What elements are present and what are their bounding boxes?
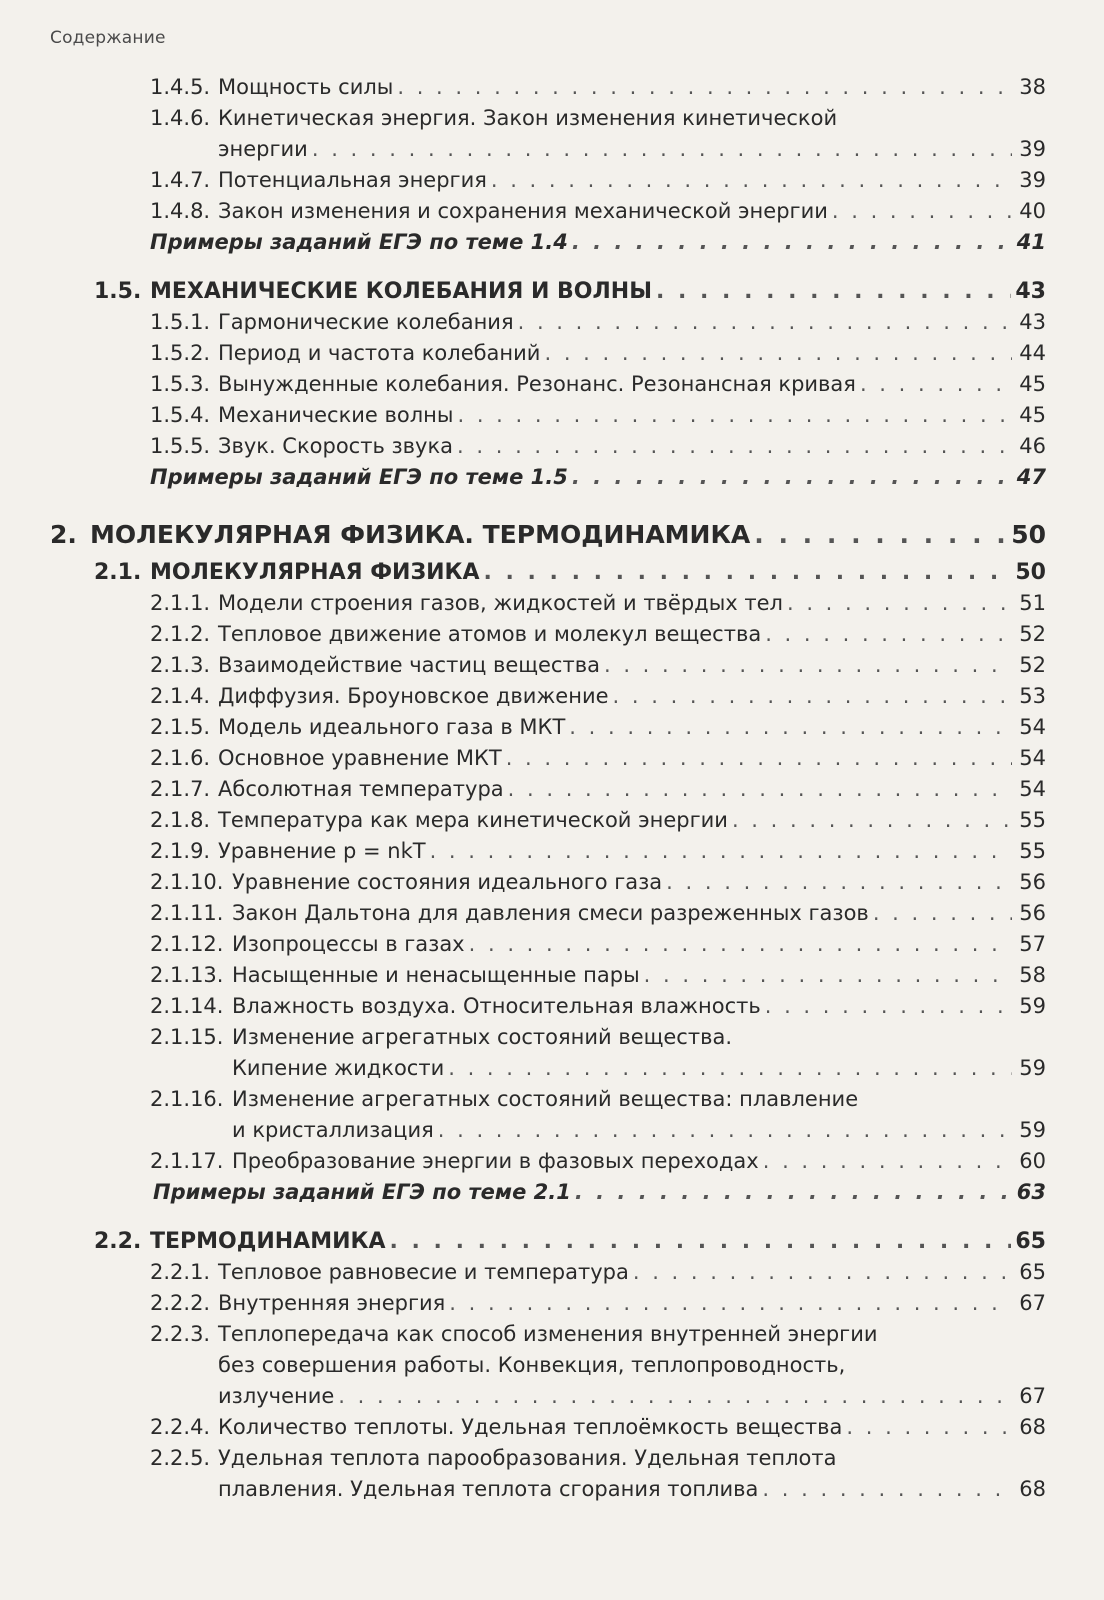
entry-title: Изопроцессы в газах [232,932,465,956]
entry-number: 1.4.5. [150,75,211,99]
toc-entry-1-5-2[interactable] [0,338,1046,369]
toc-entry-2-1-10[interactable] [0,867,1046,898]
entry-page: 65 [1015,1229,1046,1254]
leader-dots [732,805,1012,836]
leader-dots [544,338,1012,369]
leader-dots [787,588,1012,619]
leader-dots [491,165,1012,196]
leader-dots [469,929,1012,960]
leader-dots [430,836,1012,867]
entry-title-line: Кинетическая энергия. Закон изменения кинетической [218,106,838,130]
entry-number: 2. [50,520,77,549]
entry-page: 68 [1019,1415,1046,1439]
entry-page: 54 [1019,777,1046,801]
entry-page: 57 [1019,932,1046,956]
table-of-contents [0,72,1104,1505]
entry-page: 59 [1019,994,1046,1018]
leader-dots [438,1115,1012,1146]
toc-entry-1-4-8[interactable] [0,196,1046,227]
leader-dots [569,712,1012,743]
entry-number: 1.5. [94,279,142,304]
toc-entry-2-1-14[interactable] [0,991,1046,1022]
entry-page: 39 [1019,137,1046,161]
toc-entry-1-5-5[interactable] [0,431,1046,462]
entry-title: Уравнение p = nkT [218,839,426,863]
entry-title: Звук. Скорость звука [218,434,454,458]
running-head: Содержание [50,28,166,48]
entry-page: 50 [1011,520,1046,549]
entry-title: Мощность силы [218,75,394,99]
entry-number: 2.1.2. [150,622,211,646]
toc-entry-2-1-11[interactable] [0,898,1046,929]
entry-page: 54 [1019,746,1046,770]
entry-title: Гармонические колебания [218,310,514,334]
entry-title: Тепловое движение атомов и молекул вещества [218,622,762,646]
entry-title-line: плавления. Удельная теплота сгорания топлива [218,1477,759,1501]
toc-entry-2-2-5[interactable] [0,1443,1046,1505]
toc-chapter-2-body [0,557,1104,1505]
entry-title-line: без совершения работы. Конвекция, теплопроводность, [218,1353,846,1377]
entry-page: 55 [1019,808,1046,832]
entry-page: 55 [1019,839,1046,863]
entry-title: Тепловое равновесие и температура [218,1260,629,1284]
entry-title: Насыщенные и ненасыщенные пары [232,963,640,987]
entry-title: Внутренняя энергия [218,1291,446,1315]
entry-number: 2.2.4. [150,1415,211,1439]
leader-dots [604,650,1012,681]
entry-page: 53 [1019,684,1046,708]
entry-title: Уравнение состояния идеального газа [232,870,663,894]
entry-number: 2.1.14. [150,994,224,1018]
entry-title: Модели строения газов, жидкостей и твёрдых тел [218,591,783,615]
leader-dots [754,517,1007,553]
leader-dots [613,681,1012,712]
toc-examples-1-5[interactable] [150,462,1046,493]
leader-dots [506,743,1012,774]
toc-chapter-2[interactable] [0,517,1046,553]
entry-page: 63 [1016,1180,1046,1204]
entry-number: 2.1.13. [150,963,224,987]
leader-dots [644,960,1012,991]
entry-page: 58 [1019,963,1046,987]
entry-page: 41 [1016,230,1046,254]
entry-number: 2.1.7. [150,777,211,801]
entry-title: МОЛЕКУЛЯРНАЯ ФИЗИКА. ТЕРМОДИНАМИКА [90,520,751,549]
entry-number: 2.1.17. [150,1149,224,1173]
leader-dots [575,1177,1012,1208]
toc-entry-2-1-7[interactable] [0,774,1046,805]
entry-title-line: Изменение агрегатных состояний вещества: плавление [232,1087,859,1111]
entry-number: 1.5.2. [150,341,211,365]
leader-dots [633,1257,1012,1288]
entry-title: Примеры заданий ЕГЭ по теме 1.5 [150,465,568,489]
leader-dots [338,1381,1012,1412]
entry-page: 52 [1019,653,1046,677]
toc-entry-2-2-2[interactable] [0,1288,1046,1319]
toc-entry-2-1-1[interactable] [0,588,1046,619]
entry-title: Закон изменения и сохранения механической энергии [218,199,828,223]
entry-page: 50 [1015,560,1046,585]
leader-dots [572,227,1012,258]
entry-number: 1.4.7. [150,168,211,192]
entry-page: 68 [1019,1477,1046,1501]
leader-dots [763,1146,1012,1177]
entry-title: Взаимодействие частиц вещества [218,653,600,677]
toc-entry-2-1-15[interactable] [0,1022,1046,1084]
entry-number: 2.1.15. [150,1025,224,1049]
entry-number: 1.4.8. [150,199,211,223]
leader-dots [765,619,1012,650]
toc-entry-2-1-13[interactable] [0,960,1046,991]
toc-examples-2-1[interactable] [153,1177,1046,1208]
entry-number: 2.1. [94,560,142,585]
entry-number: 2.1.16. [150,1087,224,1111]
entry-title-line: Удельная теплота парообразования. Удельная теплота [218,1446,837,1470]
entry-page: 67 [1019,1384,1046,1408]
entry-number: 1.5.1. [150,310,211,334]
entry-page: 45 [1019,403,1046,427]
toc-section-1-5[interactable] [0,276,1046,307]
toc-entry-2-1-17[interactable] [0,1146,1046,1177]
toc-entry-1-4-5[interactable] [0,72,1046,103]
entry-number: 1.5.4. [150,403,211,427]
entry-page: 44 [1019,341,1046,365]
entry-number: 2.1.6. [150,746,211,770]
entry-title: Примеры заданий ЕГЭ по теме 1.4 [150,230,568,254]
entry-number: 2.1.1. [150,591,211,615]
toc-entry-2-1-9[interactable] [0,836,1046,867]
leader-dots [873,898,1012,929]
toc-entry-2-1-6[interactable] [0,743,1046,774]
entry-title: ТЕРМОДИНАМИКА [150,1229,386,1254]
entry-title-line: и кристаллизация [232,1118,434,1142]
toc-entry-2-2-1[interactable] [0,1257,1046,1288]
toc-entry-2-2-4[interactable] [0,1412,1046,1443]
entry-title: Примеры заданий ЕГЭ по теме 2.1 [153,1180,571,1204]
entry-page: 60 [1019,1149,1046,1173]
entry-number: 2.2.1. [150,1260,211,1284]
entry-number: 2.1.9. [150,839,211,863]
entry-title: Абсолютная температура [218,777,504,801]
entry-number: 2.1.4. [150,684,211,708]
leader-dots [312,134,1012,165]
toc-section-2-2[interactable] [0,1226,1046,1257]
entry-page: 43 [1019,310,1046,334]
leader-dots [846,1412,1012,1443]
entry-number: 2.2.3. [150,1322,211,1346]
toc-entry-1-5-1[interactable] [0,307,1046,338]
toc-entry-2-1-8[interactable] [0,805,1046,836]
entry-number: 2.1.5. [150,715,211,739]
toc-entry-2-1-16[interactable] [0,1084,1046,1146]
entry-page: 43 [1015,279,1046,304]
entry-page: 54 [1019,715,1046,739]
entry-number: 2.1.10. [150,870,224,894]
leader-dots [572,462,1012,493]
entry-title: Диффузия. Броуновское движение [218,684,609,708]
toc-entry-2-1-3[interactable] [0,650,1046,681]
entry-title: МОЛЕКУЛЯРНАЯ ФИЗИКА [150,560,480,585]
toc-entry-2-1-12[interactable] [0,929,1046,960]
entry-title: Период и частота колебаний [218,341,541,365]
entry-number: 2.1.8. [150,808,211,832]
entry-title-line: Теплопередача как способ изменения внутренней энергии [218,1322,878,1346]
leader-dots [390,1226,1012,1257]
entry-page: 38 [1019,75,1046,99]
entry-number: 2.2. [94,1229,142,1254]
toc-section-2-1[interactable] [0,557,1046,588]
entry-title-line: энергии [218,137,308,161]
toc-entry-2-1-5[interactable] [0,712,1046,743]
entry-page: 59 [1019,1118,1046,1142]
entry-page: 59 [1019,1056,1046,1080]
entry-page: 45 [1019,372,1046,396]
entry-title: Основное уравнение МКТ [218,746,502,770]
leader-dots [518,307,1012,338]
toc-entry-2-1-2[interactable] [0,619,1046,650]
leader-dots [508,774,1012,805]
leader-dots [860,369,1012,400]
entry-title-line: излучение [218,1384,335,1408]
entry-number: 2.1.3. [150,653,211,677]
entry-number: 1.5.3. [150,372,211,396]
entry-title: Температура как мера кинетической энергии [218,808,728,832]
leader-dots [457,431,1012,462]
leader-dots [448,1053,1012,1084]
toc-entry-2-1-4[interactable] [0,681,1046,712]
entry-title: Модель идеального газа в МКТ [218,715,566,739]
entry-page: 56 [1019,901,1046,925]
entry-number: 2.1.12. [150,932,224,956]
entry-number: 1.4.6. [150,106,211,130]
entry-title: Влажность воздуха. Относительная влажность [232,994,761,1018]
entry-page: 47 [1016,465,1046,489]
entry-title: Количество теплоты. Удельная теплоёмкость вещества [218,1415,843,1439]
entry-title: Механические волны [218,403,454,427]
toc-entry-1-4-7[interactable] [0,165,1046,196]
entry-number: 1.5.5. [150,434,211,458]
entry-page: 46 [1019,434,1046,458]
toc-entry-1-4-6[interactable] [0,103,1046,165]
entry-page: 51 [1019,591,1046,615]
leader-dots [484,557,1012,588]
leader-dots [397,72,1012,103]
entry-number: 2.2.2. [150,1291,211,1315]
entry-page: 65 [1019,1260,1046,1284]
entry-number: 2.1.11. [150,901,224,925]
entry-title: МЕХАНИЧЕСКИЕ КОЛЕБАНИЯ И ВОЛНЫ [150,279,652,304]
leader-dots [449,1288,1012,1319]
entry-page: 39 [1019,168,1046,192]
leader-dots [765,991,1012,1022]
entry-title-line: Кипение жидкости [232,1056,445,1080]
entry-title: Преобразование энергии в фазовых переходах [232,1149,759,1173]
entry-page: 56 [1019,870,1046,894]
toc-entry-2-2-3[interactable] [0,1319,1046,1412]
entry-page: 67 [1019,1291,1046,1315]
toc-entry-1-5-4[interactable] [0,400,1046,431]
leader-dots [457,400,1012,431]
entry-title: Закон Дальтона для давления смеси разреженных газов [232,901,869,925]
entry-title: Вынужденные колебания. Резонанс. Резонансная кривая [218,372,856,396]
leader-dots [832,196,1012,227]
entry-title: Потенциальная энергия [218,168,487,192]
leader-dots [762,1474,1012,1505]
toc-entry-1-5-3[interactable] [0,369,1046,400]
entry-page: 52 [1019,622,1046,646]
toc-examples-1-4[interactable] [150,227,1046,258]
entry-page: 40 [1019,199,1046,223]
entry-number: 2.2.5. [150,1446,211,1470]
leader-dots [656,276,1011,307]
entry-title-line: Изменение агрегатных состояний вещества. [232,1025,733,1049]
leader-dots [666,867,1012,898]
